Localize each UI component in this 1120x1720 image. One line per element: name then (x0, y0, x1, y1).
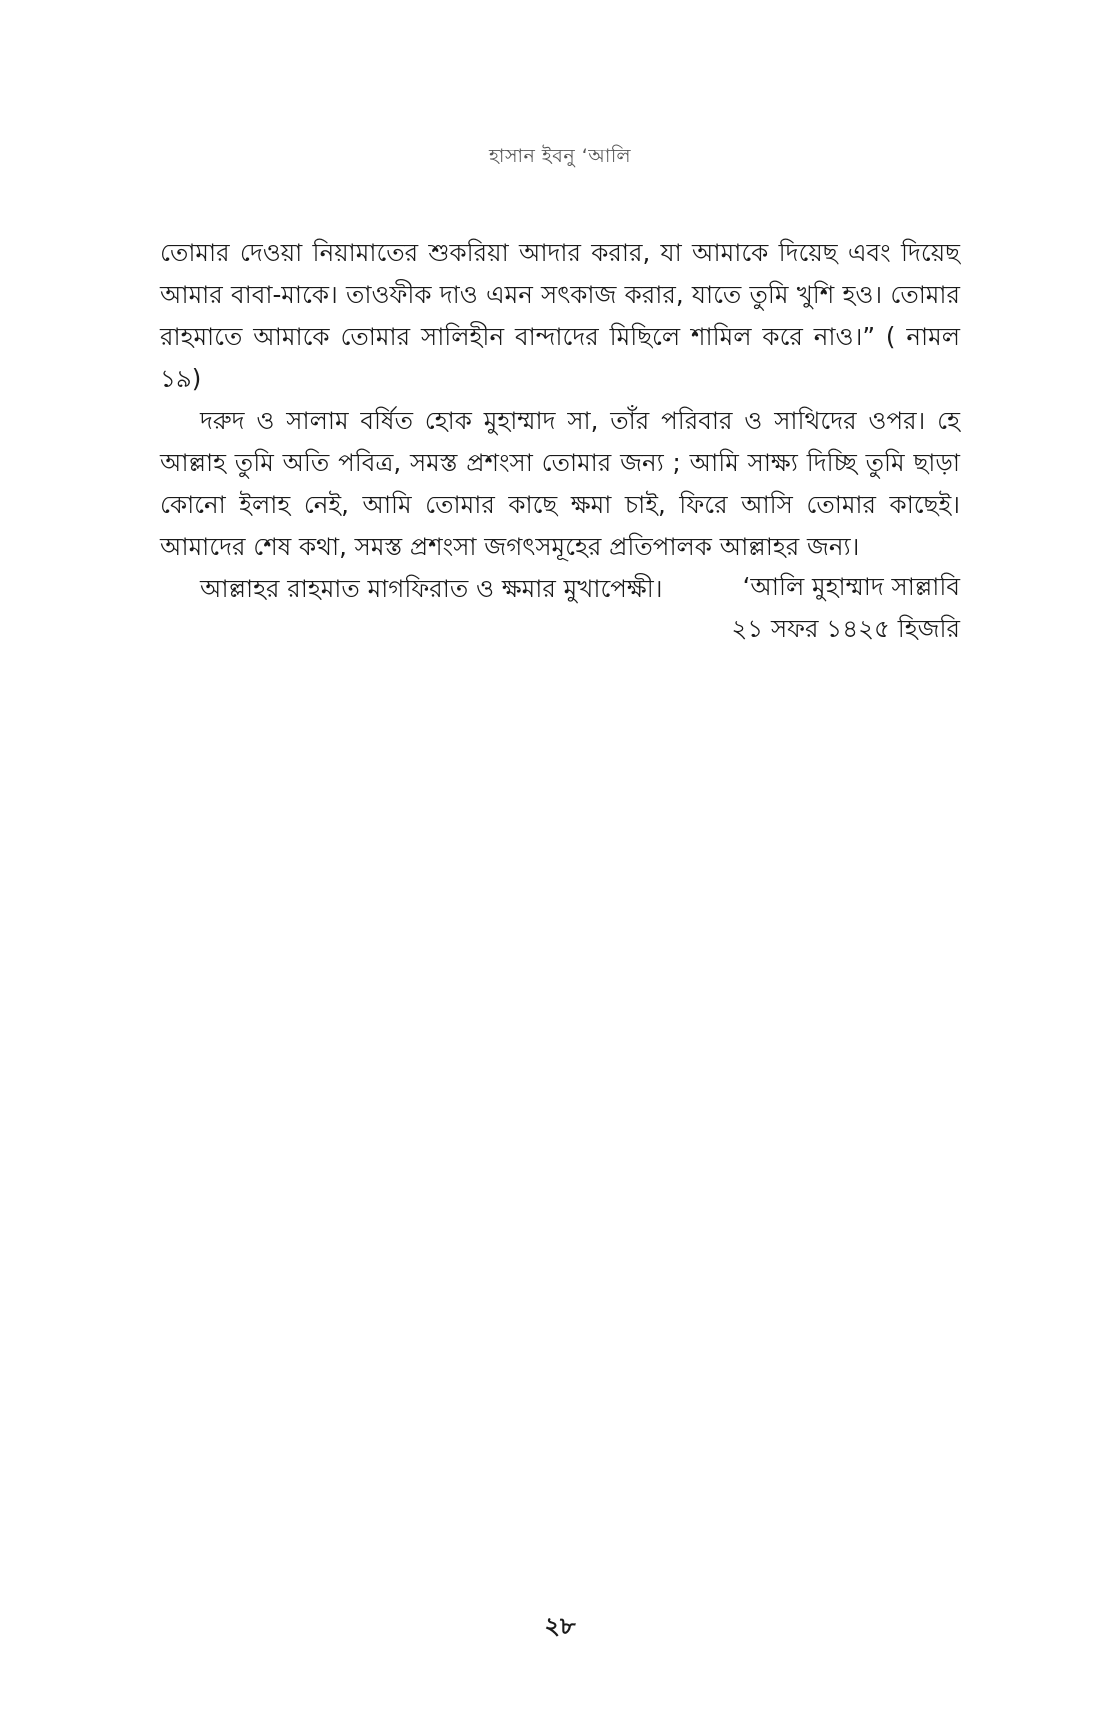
page-number: ২৮ (544, 1612, 576, 1640)
paragraph-durood: দরুদ ও সালাম বর্ষিত হোক মুহাম্মাদ সা, তাঁর পরিবার ও সাথিদের ওপর। হে আল্লাহ তুমি অতি পবিত্র, সমস্ত প্রশংসা তোমার জন্য ; আমি সাক্ষ্য দিচ্ছি তুমি ছাড়া কোনো ইলাহ নেই, আমি তোমার কাছে ক্ষমা চাই, ফিরে আসি তোমার কাছেই। আমাদের শেষ কথা, সমস্ত প্রশংসা জগৎসমূহের প্রতিপালক আল্লাহর জন্য। (160, 406, 960, 561)
signature-date: ২১ সফর ১৪২৫ হিজরি (731, 614, 960, 643)
author-name: ‘আলি মুহাম্মাদ সাল্লাবি (742, 572, 960, 601)
running-head: হাসান ইবনু ‘আলি (488, 145, 632, 167)
paragraph-dua-continuation: তোমার দেওয়া নিয়ামাতের শুকরিয়া আদার করার, যা আমাকে দিয়েছ এবং দিয়েছ আমার বাবা-মাকে। তাওফীক দাও এমন সৎকাজ করার, যাতে তুমি খুশি হও। তোমার রাহমাতে আমাকে তোমার সালিহীন বান্দাদের মিছিলে শামিল করে নাও।” ( নামল ১৯) (160, 238, 960, 393)
paragraph-closing: আল্লাহর রাহমাত মাগফিরাত ও ক্ষমার মুখাপেক্ষী। (200, 574, 663, 603)
body-text (160, 232, 960, 610)
signature-block (560, 566, 960, 650)
